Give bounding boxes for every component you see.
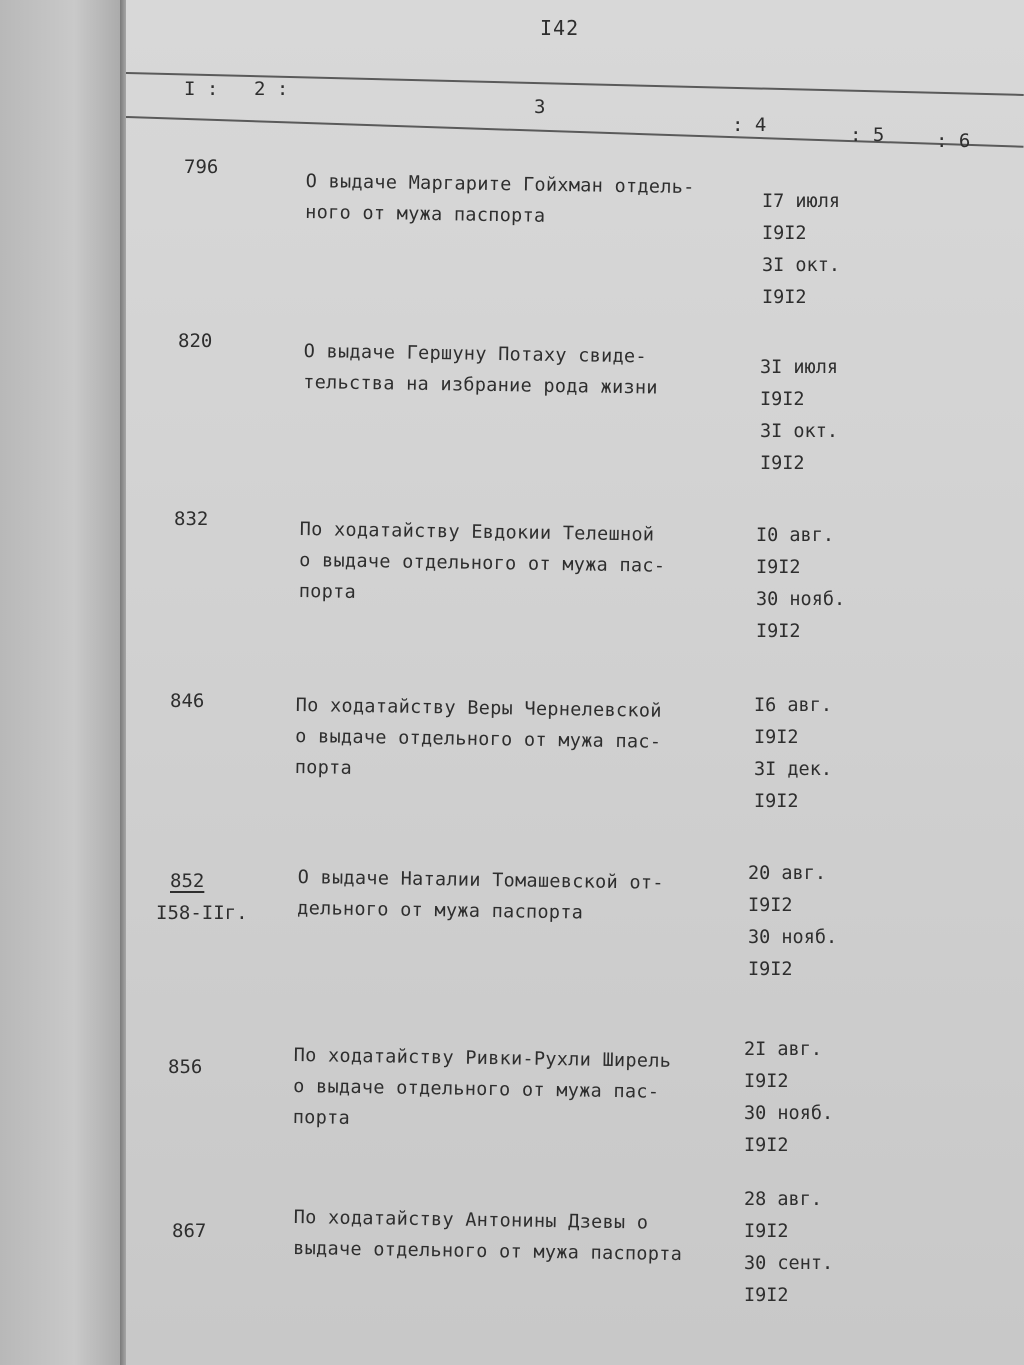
entry-description bbox=[293, 1202, 744, 1271]
entry-number: 832 bbox=[174, 508, 209, 530]
entry-start-year: I9I2 bbox=[754, 727, 799, 748]
entry-start-day: 20 авг. bbox=[748, 863, 826, 884]
header-rule-bottom bbox=[126, 116, 1024, 148]
entry-description-line: ного от мужа паспорта bbox=[305, 201, 546, 227]
entry-end-year: I9I2 bbox=[754, 791, 799, 812]
entry-number: 820 bbox=[178, 330, 213, 352]
entry-dates bbox=[744, 1034, 833, 1162]
page-number: I42 bbox=[540, 16, 580, 40]
entry-description-line: По ходатайству Ривки-Рухли Ширель bbox=[293, 1044, 672, 1072]
entry-end-day: 30 нояб. bbox=[744, 1103, 834, 1124]
entry-description-line: о выдаче отдельного от мужа пас- bbox=[293, 1075, 660, 1103]
entry-number: 867 bbox=[172, 1220, 207, 1242]
entry-end-day: 3I дек. bbox=[754, 759, 832, 780]
entry-dates bbox=[748, 858, 837, 986]
entry-description-line: О выдаче Гершуну Потаху свиде- bbox=[303, 340, 648, 368]
entry-description-line: дельного от мужа паспорта bbox=[297, 897, 584, 924]
entry-description bbox=[303, 336, 754, 405]
entry-description bbox=[305, 166, 756, 235]
entry-description-line: порта bbox=[294, 756, 353, 779]
entry-number: 852 bbox=[170, 870, 205, 892]
entry-number: 796 bbox=[184, 156, 219, 178]
entry-description-line: О выдаче Маргарите Гойхман отдель- bbox=[305, 170, 695, 199]
entry-end-year: I9I2 bbox=[762, 287, 807, 308]
header-column-4: : 4 bbox=[732, 114, 767, 136]
header-column-6: : 6 bbox=[936, 130, 971, 152]
entry-description-line: порта bbox=[298, 580, 357, 603]
entry-start-day: 2I авг. bbox=[744, 1039, 822, 1060]
entry-end-year: I9I2 bbox=[744, 1285, 789, 1306]
entry-end-year: I9I2 bbox=[744, 1135, 789, 1156]
entry-description-line: выдаче отдельного от мужа паспорта bbox=[293, 1237, 683, 1266]
entry-description-line: о выдаче отдельного от мужа пас- bbox=[299, 549, 666, 577]
header-column-4-label: 4 bbox=[754, 114, 767, 136]
entry-description bbox=[297, 862, 748, 931]
entry-dates bbox=[756, 520, 845, 648]
header-column-5-label: 5 bbox=[872, 124, 885, 146]
header-column-2-label: 2 bbox=[254, 78, 266, 100]
header-column-2: 2 : bbox=[254, 78, 289, 100]
entry-description-line: По ходатайству Веры Чернелевской bbox=[295, 694, 662, 722]
entry-end-day: 30 сент. bbox=[744, 1253, 834, 1274]
previous-page-edge bbox=[0, 0, 124, 1365]
entry-description-line: По ходатайству Антонины Дзевы о bbox=[293, 1206, 649, 1234]
entry-start-year: I9I2 bbox=[762, 223, 807, 244]
document-page bbox=[126, 0, 1024, 1365]
entry-dates bbox=[754, 690, 832, 818]
entry-description-line: тельства на избрание рода жизни bbox=[303, 371, 658, 399]
header-column-3 bbox=[534, 96, 545, 118]
entry-start-year: I9I2 bbox=[744, 1071, 789, 1092]
header-column-3-label: 3 bbox=[534, 96, 546, 118]
entry-dates bbox=[762, 186, 840, 314]
entry-description bbox=[295, 690, 746, 790]
entry-end-year: I9I2 bbox=[748, 959, 793, 980]
entry-description bbox=[293, 1040, 744, 1140]
entry-end-day: 30 нояб. bbox=[748, 927, 838, 948]
entry-number: 856 bbox=[168, 1056, 203, 1078]
entry-start-day: 28 авг. bbox=[744, 1189, 822, 1210]
header-column-5: : 5 bbox=[850, 124, 885, 146]
header-column-1-label: I bbox=[184, 78, 196, 100]
entry-end-day: 3I окт. bbox=[760, 421, 838, 442]
entry-end-day: 3I окт. bbox=[762, 255, 840, 276]
entry-start-year: I9I2 bbox=[748, 895, 793, 916]
entry-number: 846 bbox=[170, 690, 205, 712]
entry-subnumber: I58-IIг. bbox=[156, 902, 248, 924]
entry-start-year: I9I2 bbox=[760, 389, 805, 410]
entry-start-year: I9I2 bbox=[744, 1221, 789, 1242]
entry-description-line: о выдаче отдельного от мужа пас- bbox=[295, 725, 662, 753]
header-column-1: I : bbox=[184, 78, 219, 100]
entry-dates bbox=[744, 1184, 833, 1312]
entry-start-day: 3I июля bbox=[760, 357, 838, 378]
header-column-6-label: 6 bbox=[958, 130, 971, 152]
entry-description-line: По ходатайству Евдокии Телешной bbox=[299, 518, 655, 546]
entry-end-day: 30 нояб. bbox=[756, 589, 846, 610]
entry-end-year: I9I2 bbox=[756, 621, 801, 642]
entry-start-day: I0 авг. bbox=[756, 525, 834, 546]
entry-start-day: I7 июля bbox=[762, 191, 840, 212]
entry-start-day: I6 авг. bbox=[754, 695, 832, 716]
entry-dates bbox=[760, 352, 838, 480]
entry-description-line: порта bbox=[292, 1106, 351, 1129]
entry-description bbox=[299, 514, 750, 614]
entry-start-year: I9I2 bbox=[756, 557, 801, 578]
entry-description-line: О выдаче Наталии Томашевской от- bbox=[297, 866, 664, 894]
entry-end-year: I9I2 bbox=[760, 453, 805, 474]
